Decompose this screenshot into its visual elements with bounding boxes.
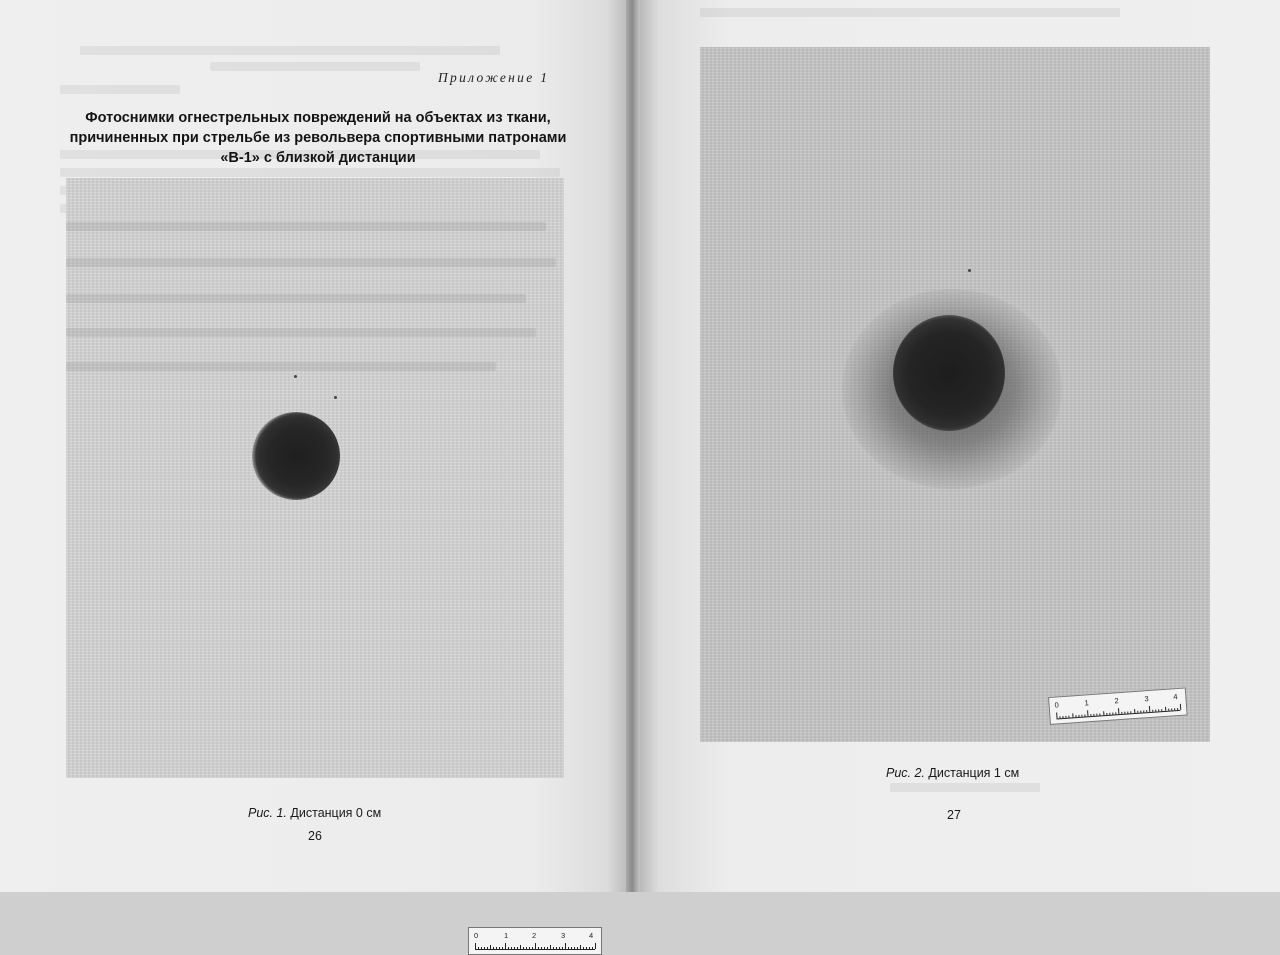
bullet-hole (893, 315, 1005, 431)
ruler-tick (1090, 714, 1091, 716)
ruler-tick (1100, 713, 1101, 715)
ruler-tick (1165, 707, 1166, 711)
page-title (58, 108, 578, 168)
soot-particle (334, 396, 337, 399)
ruler-tick (1084, 715, 1085, 717)
ruler-tick (547, 947, 548, 949)
ruler-tick (1060, 716, 1061, 718)
scale-ruler (468, 927, 602, 955)
ruler-tick (559, 947, 560, 949)
ruler-tick (1115, 712, 1116, 714)
figure-caption-text: Дистанция 1 см (928, 766, 1020, 780)
bleed-through-line (80, 46, 500, 55)
bullet-hole (252, 412, 340, 500)
ruler-tick (1134, 709, 1135, 713)
ruler-tick (475, 943, 476, 949)
ruler-scale (1056, 704, 1180, 720)
title-line: «В-1» с близкой дистанции (220, 150, 416, 166)
ruler-tick (595, 943, 596, 949)
ruler-tick (1143, 710, 1144, 712)
ruler-tick (1112, 713, 1113, 715)
ruler-tick (565, 943, 566, 949)
ruler-tick (1066, 716, 1067, 718)
ruler-number: 3 (1144, 694, 1149, 704)
bleed-through-line (66, 222, 546, 231)
left-page (0, 0, 626, 940)
ruler-tick (541, 947, 542, 949)
ruler-tick (1174, 708, 1175, 710)
ruler-tick (1128, 711, 1129, 713)
soot-particle (294, 375, 297, 378)
ruler-tick (478, 947, 479, 949)
ruler-tick (583, 947, 584, 949)
ruler-tick (535, 943, 536, 949)
ruler-tick (1056, 712, 1057, 718)
ruler-tick (568, 947, 569, 949)
bleed-through-line (66, 328, 536, 337)
ruler-tick (1149, 706, 1150, 712)
figure-2-photo (700, 47, 1210, 742)
page-number: 26 (308, 829, 322, 843)
bleed-through-line (60, 85, 180, 94)
ruler-number: 0 (474, 931, 479, 940)
ruler-tick (1063, 716, 1064, 718)
ruler-tick (511, 947, 512, 949)
ruler-tick (1180, 704, 1181, 710)
title-line: Фотоснимки огнестрельных повреждений на объектах из ткани, (85, 110, 551, 126)
ruler-tick (562, 947, 563, 949)
ruler-number: 1 (504, 931, 509, 940)
bleed-through-line (60, 168, 560, 177)
ruler-tick (574, 947, 575, 949)
ruler-tick (484, 947, 485, 949)
ruler-tick (520, 945, 521, 949)
ruler-tick (526, 947, 527, 949)
ruler-tick (1087, 710, 1088, 716)
ruler-tick (1094, 714, 1095, 716)
ruler-tick (571, 947, 572, 949)
ruler-number: 2 (532, 931, 537, 940)
ruler-number: 2 (1114, 696, 1119, 706)
ruler-tick (1069, 716, 1070, 718)
ruler-tick (1168, 709, 1169, 711)
ruler-tick (514, 947, 515, 949)
ruler-tick (508, 947, 509, 949)
ruler-tick (502, 947, 503, 949)
ruler-tick (1152, 710, 1153, 712)
ruler-tick (1081, 715, 1082, 717)
ruler-tick (1177, 708, 1178, 710)
page-number: 27 (947, 808, 961, 822)
ruler-tick (1106, 713, 1107, 715)
ruler-tick (1072, 713, 1073, 717)
figure-caption-text: Дистанция 0 см (290, 806, 382, 820)
ruler-number: 4 (589, 931, 594, 940)
ruler-tick (496, 947, 497, 949)
ruler-tick (493, 947, 494, 949)
bleed-through-line (700, 8, 1120, 17)
ruler-tick (577, 947, 578, 949)
ruler-tick (517, 947, 518, 949)
ruler-tick (1162, 709, 1163, 711)
ruler-tick (1131, 711, 1132, 713)
figure-2-caption (886, 766, 1019, 780)
ruler-tick (1109, 713, 1110, 715)
ruler-tick (589, 947, 590, 949)
ruler-tick (532, 947, 533, 949)
ruler-tick (481, 947, 482, 949)
ruler-tick (1121, 712, 1122, 714)
ruler-number: 0 (1054, 700, 1060, 710)
ruler-tick (580, 945, 581, 949)
ruler-scale (475, 943, 595, 950)
ruler-tick (1146, 710, 1147, 712)
ruler-tick (538, 947, 539, 949)
bleed-through-line (66, 294, 526, 303)
ruler-tick (553, 947, 554, 949)
ruler-tick (586, 947, 587, 949)
figure-label: Рис. 1. (248, 806, 287, 820)
ruler-tick (1124, 712, 1125, 714)
bleed-through-line (210, 62, 420, 71)
ruler-tick (1078, 715, 1079, 717)
ruler-tick (1137, 711, 1138, 713)
scale-ruler (1048, 687, 1188, 725)
ruler-tick (529, 947, 530, 949)
ruler-tick (490, 945, 491, 949)
ruler-tick (1118, 708, 1119, 714)
ruler-tick (505, 943, 506, 949)
figure-label: Рис. 2. (886, 766, 925, 780)
book-gutter (626, 0, 640, 892)
bleed-through-line (66, 362, 496, 371)
title-line: причиненных при стрельбе из револьвера спортивными патронами (69, 130, 567, 146)
ruler-tick (499, 947, 500, 949)
bleed-through-line (66, 258, 556, 267)
ruler-tick (1103, 711, 1104, 715)
ruler-tick (1171, 708, 1172, 710)
ruler-tick (1075, 715, 1076, 717)
ruler-tick (1158, 709, 1159, 711)
ruler-number: 1 (1084, 698, 1090, 708)
soot-particle (968, 269, 971, 272)
ruler-tick (1140, 711, 1141, 713)
bleed-through-line (890, 783, 1040, 792)
ruler-number: 3 (561, 931, 566, 940)
figure-1-caption (248, 806, 381, 820)
ruler-tick (487, 947, 488, 949)
ruler-tick (1097, 714, 1098, 716)
ruler-number: 4 (1173, 692, 1178, 702)
ruler-tick (544, 947, 545, 949)
ruler-tick (550, 945, 551, 949)
ruler-tick (523, 947, 524, 949)
appendix-label: Приложение 1 (438, 70, 550, 85)
ruler-tick (556, 947, 557, 949)
ruler-tick (592, 947, 593, 949)
ruler-tick (1155, 710, 1156, 712)
